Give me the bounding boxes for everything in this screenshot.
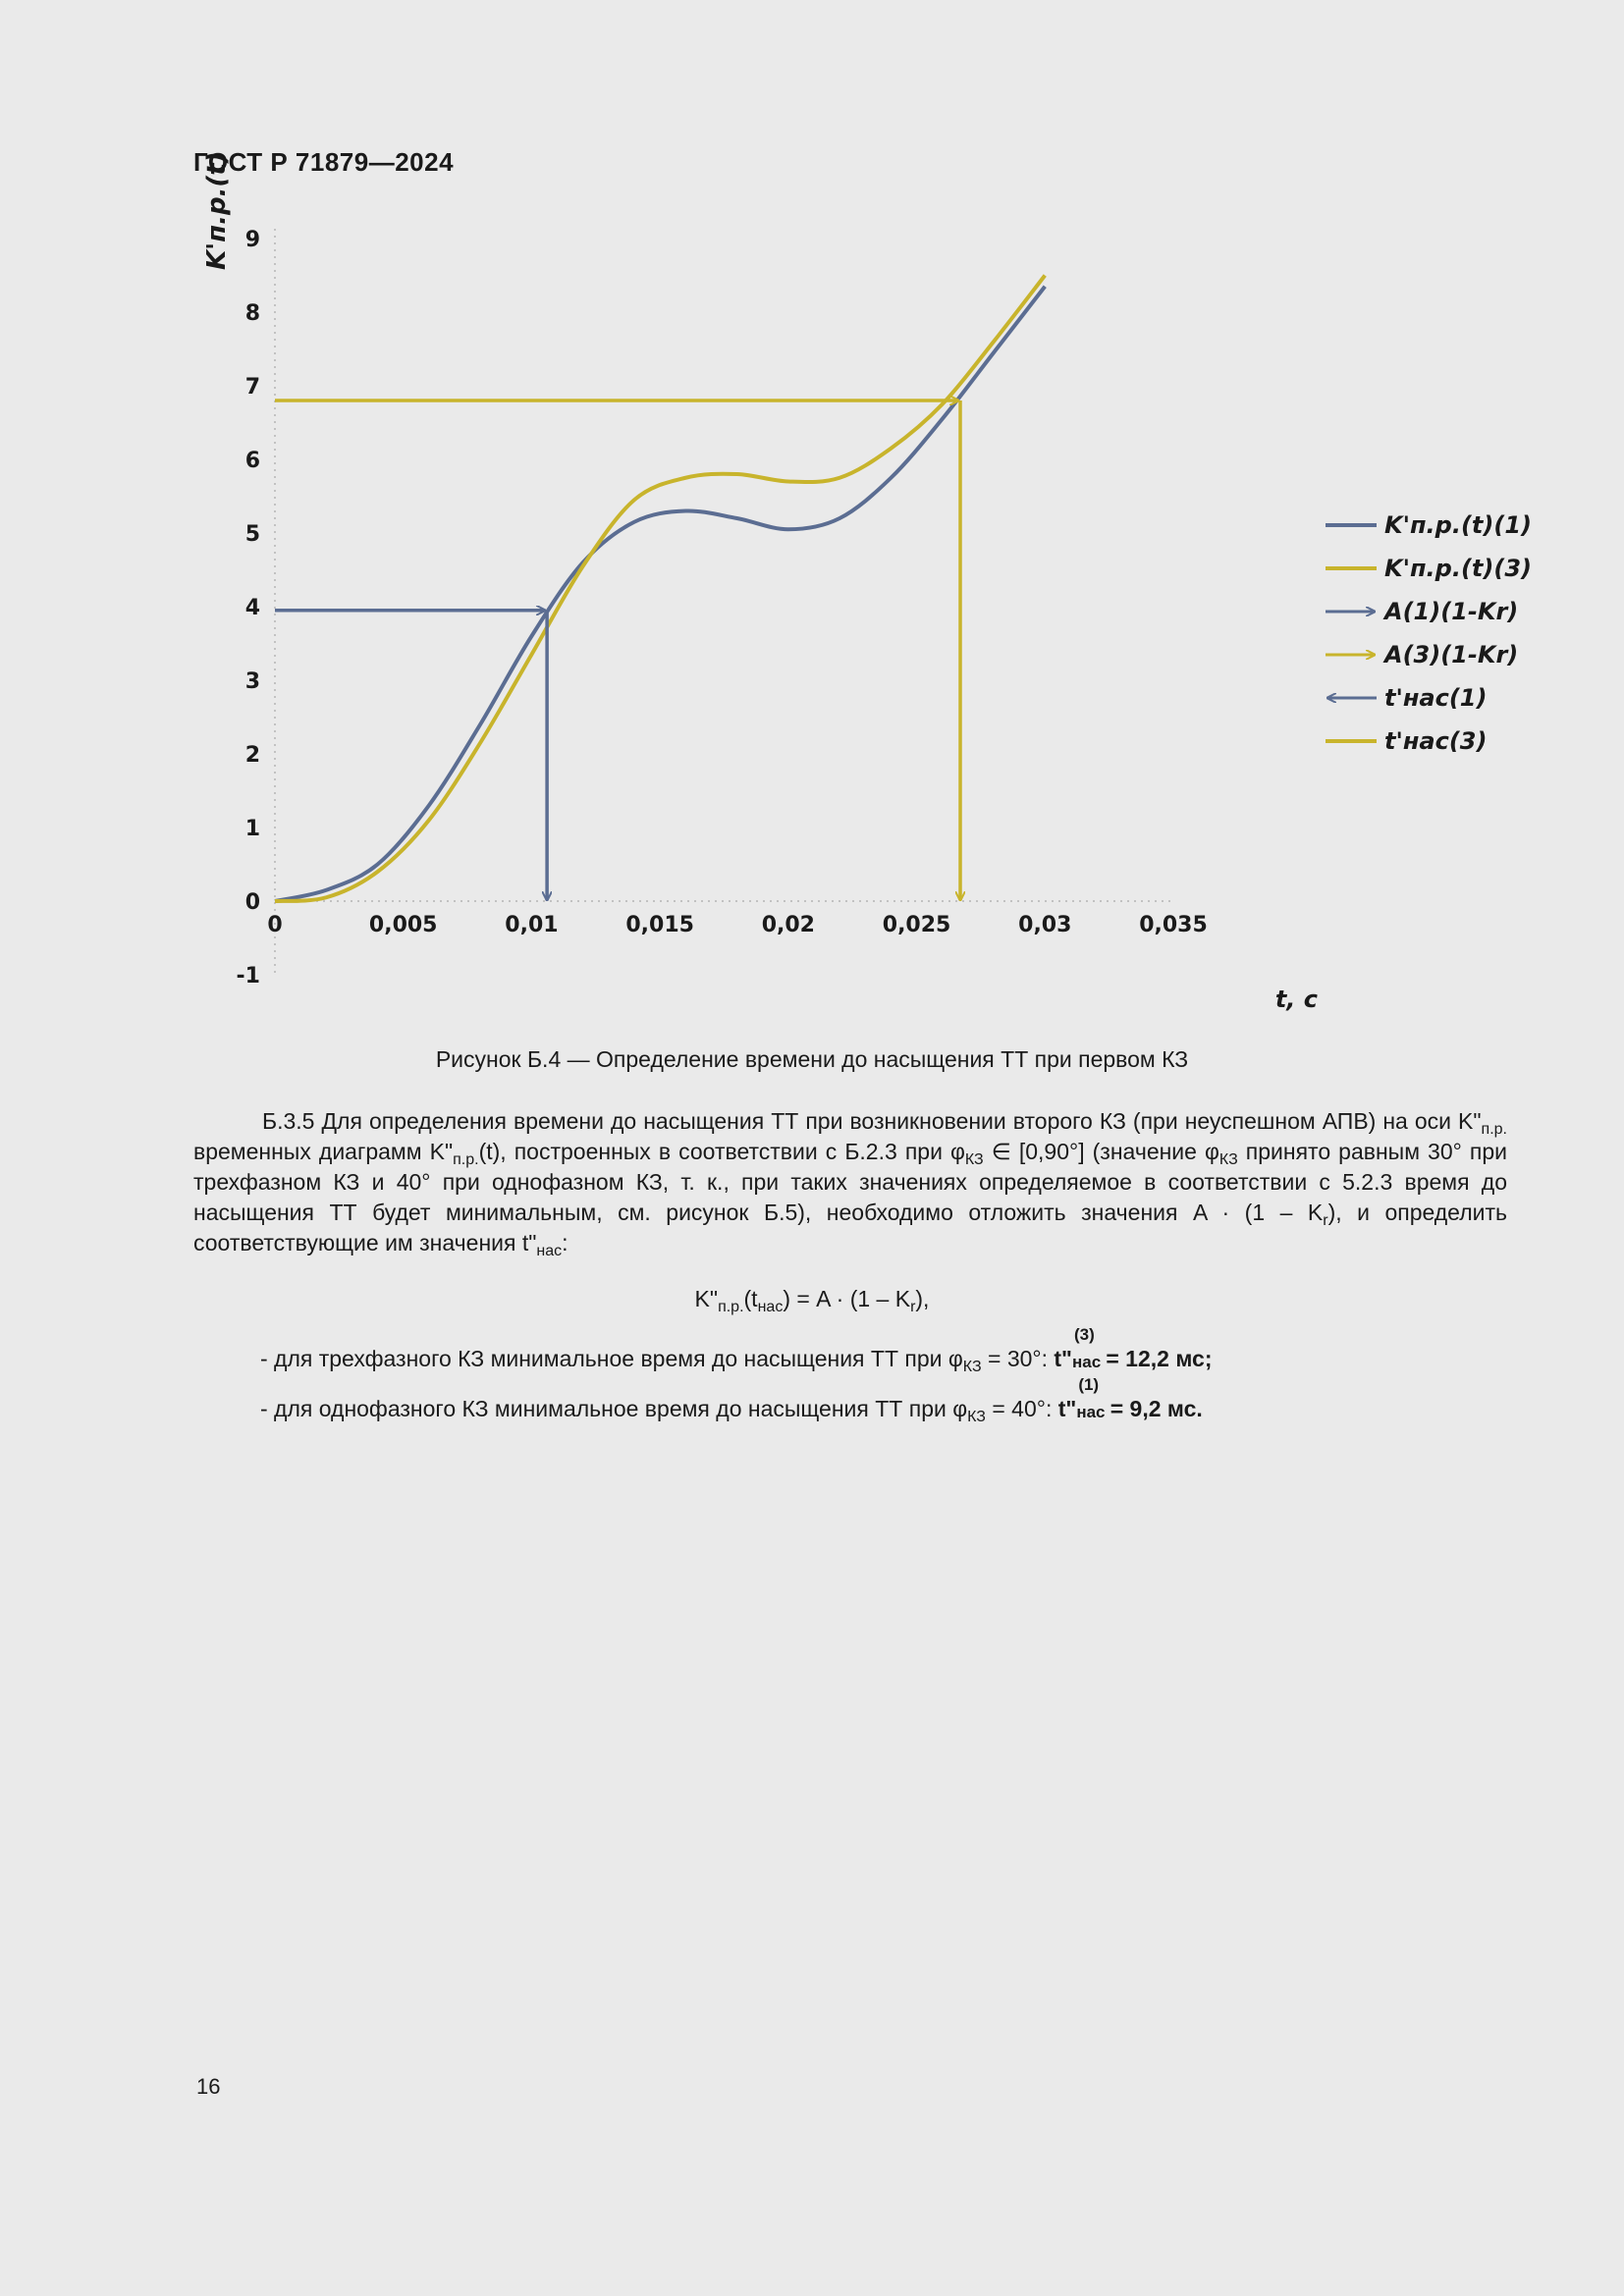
saturation-formula: $K"_{п.р.}(t_{нас}) = A \cdot (1 - K_r)$, [694,1286,930,1315]
y-tick-label: 3 [244,669,260,694]
legend-label: K'п.р.(t)(1) [1384,511,1532,539]
document-header: ГОСТ Р 71879—2024 [193,147,455,177]
saturation-chart [0,0,1624,1031]
legend-label: A(3)(1-Kr) [1384,641,1519,668]
list-item-three-phase: - для трехфазного КЗ минимальное время до насыщения ТТ при $\varphi_{КЗ} = 30^\circ$: t" (3) нас = 12,2 мс; [260,1325,1213,1375]
y-tick-label: 9 [244,228,260,252]
series-line-1 [275,287,1045,901]
series-line-2 [275,276,1045,902]
paragraph-b-3-5: Б.3.5 Для определения времени до насыщения ТТ при возникновении второго КЗ (при неуспешном АПВ) на оси $K"_{п.р.}$ временных диаграмм $K"_{п.р.}(t)$, построенных в соответствии с Б.2.3 при $\varphi_{КЗ}$ ∈ [0,90°] (значение $\varphi_{КЗ}$ принято равным 30° при трехфазном КЗ и 40° при однофазном КЗ, т. к., при таких значениях определяемое в соответствии с 5.2.3 время до насыщения ТТ будет минимальным, см. рисунок Б.5), необходимо отложить значения $A \cdot (1 - K_r)$, и определить соответствующие им значения $t"_{нас}$: [193,1108,1507,1259]
x-tick-label: 0,02 [761,913,815,937]
figure-caption: Рисунок Б.4 — Определение времени до насыщения ТТ при первом КЗ [435,1046,1189,1072]
legend-label: A(1)(1-Kr) [1384,598,1519,625]
page-number: 16 [196,2074,221,2099]
x-axis-label: t, c [1274,986,1318,1013]
y-axis-label: K'п.р.(t) [202,151,232,270]
x-tick-label: 0,03 [1018,913,1072,937]
y-tick-label: 2 [244,743,260,768]
x-tick-label: 0,025 [882,913,951,937]
x-tick-label: 0,005 [368,913,438,937]
x-tick-label: 0,01 [505,913,559,937]
y-tick-label: 6 [244,449,260,473]
legend-label: t'нас(1) [1384,684,1488,712]
x-tick-label: 0,015 [625,913,694,937]
legend-label: t'нас(3) [1384,727,1488,755]
y-tick-label: 1 [244,817,260,841]
legend-label: K'п.р.(t)(3) [1384,555,1532,582]
y-tick-label: 5 [244,522,260,547]
x-tick-label: 0,035 [1139,913,1208,937]
list-item-single-phase: - для однофазного КЗ минимальное время до насыщения ТТ при $\varphi_{КЗ} = 40^\circ$: t" (1) нас = 9,2 мс. [260,1375,1203,1425]
y-tick-label: 0 [244,890,260,915]
y-tick-label: 4 [244,596,260,620]
y-tick-label: -1 [236,964,260,988]
y-tick-label: 8 [244,301,260,326]
y-tick-label: 7 [244,375,260,400]
x-tick-label: 0 [267,913,283,937]
